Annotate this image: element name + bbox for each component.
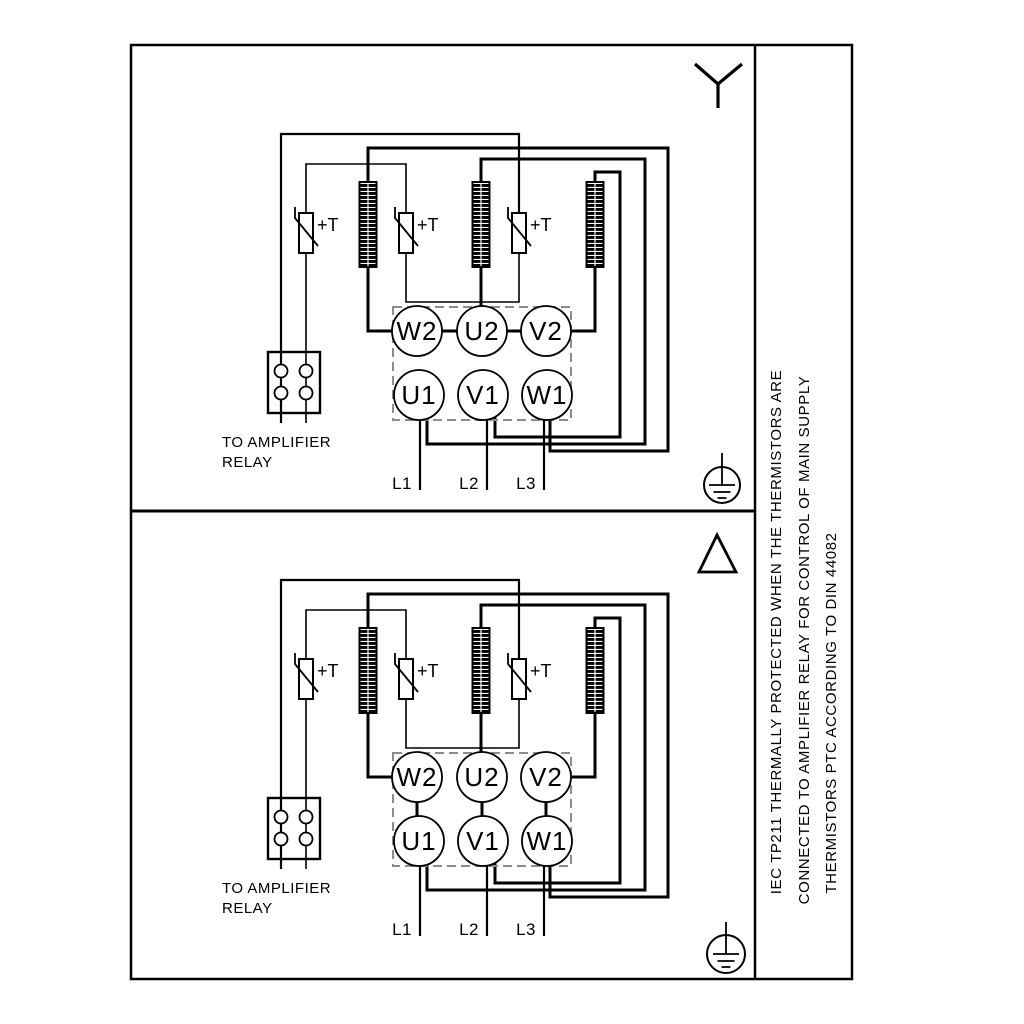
- thermistors: [295, 207, 552, 253]
- relay-caption-line1: TO AMPLIFIER: [222, 434, 332, 451]
- thermistor3-label: +T: [530, 215, 552, 235]
- relay-box: [268, 352, 320, 413]
- terminal-label-w2: W2: [396, 316, 438, 346]
- relay-terminal: [275, 387, 288, 400]
- relay-caption-line2: RELAY: [222, 454, 273, 471]
- wire-thermistor1-to-thermistor2-top: [306, 164, 406, 214]
- supply-label-l1: L1: [392, 474, 412, 493]
- thermistor-icon: [395, 207, 439, 253]
- winding-icon: [587, 182, 604, 267]
- ground-bars: [713, 922, 739, 967]
- thermistor1-body: [299, 213, 313, 253]
- supply-label-l3: L3: [516, 474, 536, 493]
- terminal-label-v2: V2: [529, 316, 563, 346]
- thermistor-icon: [508, 207, 552, 253]
- star-connection-icon: [695, 64, 742, 108]
- ground-bars: [709, 453, 735, 498]
- terminal-w2: [392, 306, 442, 356]
- wire-thermistor2-to-thermistor3-bottom: [406, 253, 519, 302]
- note-line-2: CONNECTED TO AMPLIFIER RELAY FOR CONTROL OF MAIN SUPPLY: [796, 375, 813, 905]
- terminal-label-w1: W1: [526, 380, 568, 410]
- terminal-u2: [457, 306, 507, 356]
- delta-terminal-links: [417, 802, 546, 816]
- thermistor1-label: +T: [317, 215, 339, 235]
- terminal-label-v1: V1: [466, 380, 500, 410]
- relay-terminal: [300, 365, 313, 378]
- relay-terminal: [300, 387, 313, 400]
- supply-labels: [392, 474, 536, 493]
- thermistor2-body: [399, 213, 413, 253]
- earth-ground-icon: [707, 922, 745, 973]
- delta-connection-icon: [699, 535, 736, 572]
- wire-winding3-bottom-to-v2: [572, 267, 595, 331]
- terminal-block: [392, 306, 572, 420]
- terminal-w1: [522, 370, 572, 420]
- motor-windings: [360, 182, 604, 267]
- thermistor2-label: +T: [417, 215, 439, 235]
- motor-circuit-delta-instance: [222, 580, 668, 939]
- thermistor3-body: [512, 213, 526, 253]
- terminal-label-u1: U1: [401, 380, 437, 410]
- supply-label-l2: L2: [459, 474, 479, 493]
- winding-icon: [360, 182, 377, 267]
- note-line-3: THERMISTORS PTC ACCORDING TO DIN 44082: [823, 532, 840, 894]
- terminal-v2: [521, 306, 571, 356]
- motor-circuit: [222, 134, 668, 493]
- terminal-u1: [394, 370, 444, 420]
- relay-terminal-box: [222, 352, 331, 471]
- terminal-v1: [458, 370, 508, 420]
- relay-terminal: [275, 365, 288, 378]
- earth-ground-icon: [704, 453, 740, 503]
- thermistor-icon: [295, 207, 339, 253]
- wire-winding1-bottom-to-w2: [368, 267, 393, 331]
- note-line-1: IEC TP211 THERMALLY PROTECTED WHEN THE THERMISTORS ARE: [768, 369, 785, 895]
- terminal-label-u2: U2: [464, 316, 500, 346]
- winding-icon: [473, 182, 490, 267]
- note-column: [768, 370, 840, 905]
